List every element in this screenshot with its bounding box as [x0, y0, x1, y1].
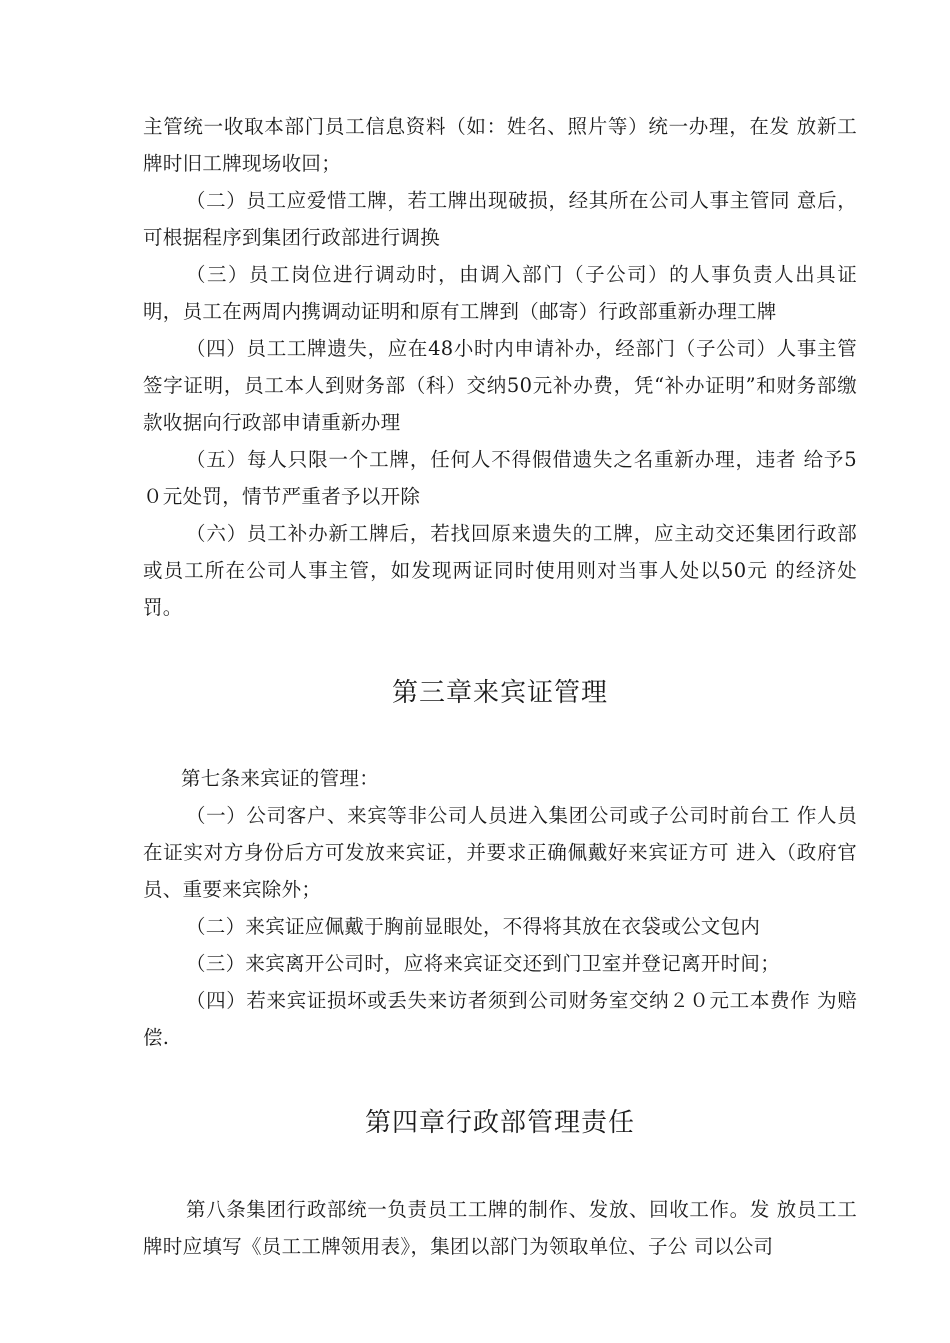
- article-7-heading: 第七条来宾证的管理：: [181, 767, 380, 790]
- chapter-3-title: 第三章来宾证管理: [391, 678, 608, 708]
- paragraph-item-6: （六）员工补办新工牌后，若找回原来遗失的工牌，应主动交还集团行政部或员工所在公司人事主管，如发现两证同时使用则对当事人处以50元 的经济处罚。: [143, 522, 857, 619]
- chapter-4-title: 第四章行政部管理责任: [364, 1108, 635, 1138]
- article-7-item-3: （三）来宾离开公司时，应将来宾证交还到门卫室并登记离开时间；: [186, 952, 781, 975]
- article-7-item-2: （二）来宾证应佩戴于胸前显眼处，不得将其放在衣袋或公文包内: [186, 915, 761, 938]
- paragraph-continuation: 主管统一收取本部门员工信息资料（如：姓名、照片等）统一办理，在发 放新工牌时旧工牌现场收回；: [143, 115, 857, 175]
- article-7-item-4: （四）若来宾证损坏或丢失来访者须到公司财务室交纳２０元工本费作 为赔偿.: [143, 989, 857, 1049]
- document-page: [143, 108, 857, 1265]
- article-7-item-1: （一）公司客户、来宾等非公司人员进入集团公司或子公司时前台工 作人员在证实对方身份后方可发放来宾证，并要求正确佩戴好来宾证方可 进入（政府官员、重要来宾除外；: [143, 804, 857, 901]
- paragraph-item-5: （五）每人只限一个工牌，任何人不得假借遗失之名重新办理，违者 给予5０元处罚，情节严重者予以开除: [143, 448, 857, 508]
- paragraph-item-4: （四）员工工牌遗失，应在48小时内申请补办，经部门（子公司）人事主管签字证明，员工本人到财务部（科）交纳50元补办费，凭“补办证明”和财务部缴款收据向行政部申请重新办理: [143, 337, 857, 434]
- article-8-text: 第八条集团行政部统一负责员工工牌的制作、发放、回收工作。发 放员工工牌时应填写《员工工牌领用表》，集团以部门为领取单位、子公 司以公司: [143, 1198, 857, 1258]
- paragraph-item-3: （三）员工岗位进行调动时，由调入部门（子公司）的人事负责人出具证明，员工在两周内携调动证明和原有工牌到（邮寄）行政部重新办理工牌: [143, 263, 857, 323]
- paragraph-item-2: （二）员工应爱惜工牌，若工牌出现破损，经其所在公司人事主管同 意后，可根据程序到集团行政部进行调换: [143, 189, 857, 249]
